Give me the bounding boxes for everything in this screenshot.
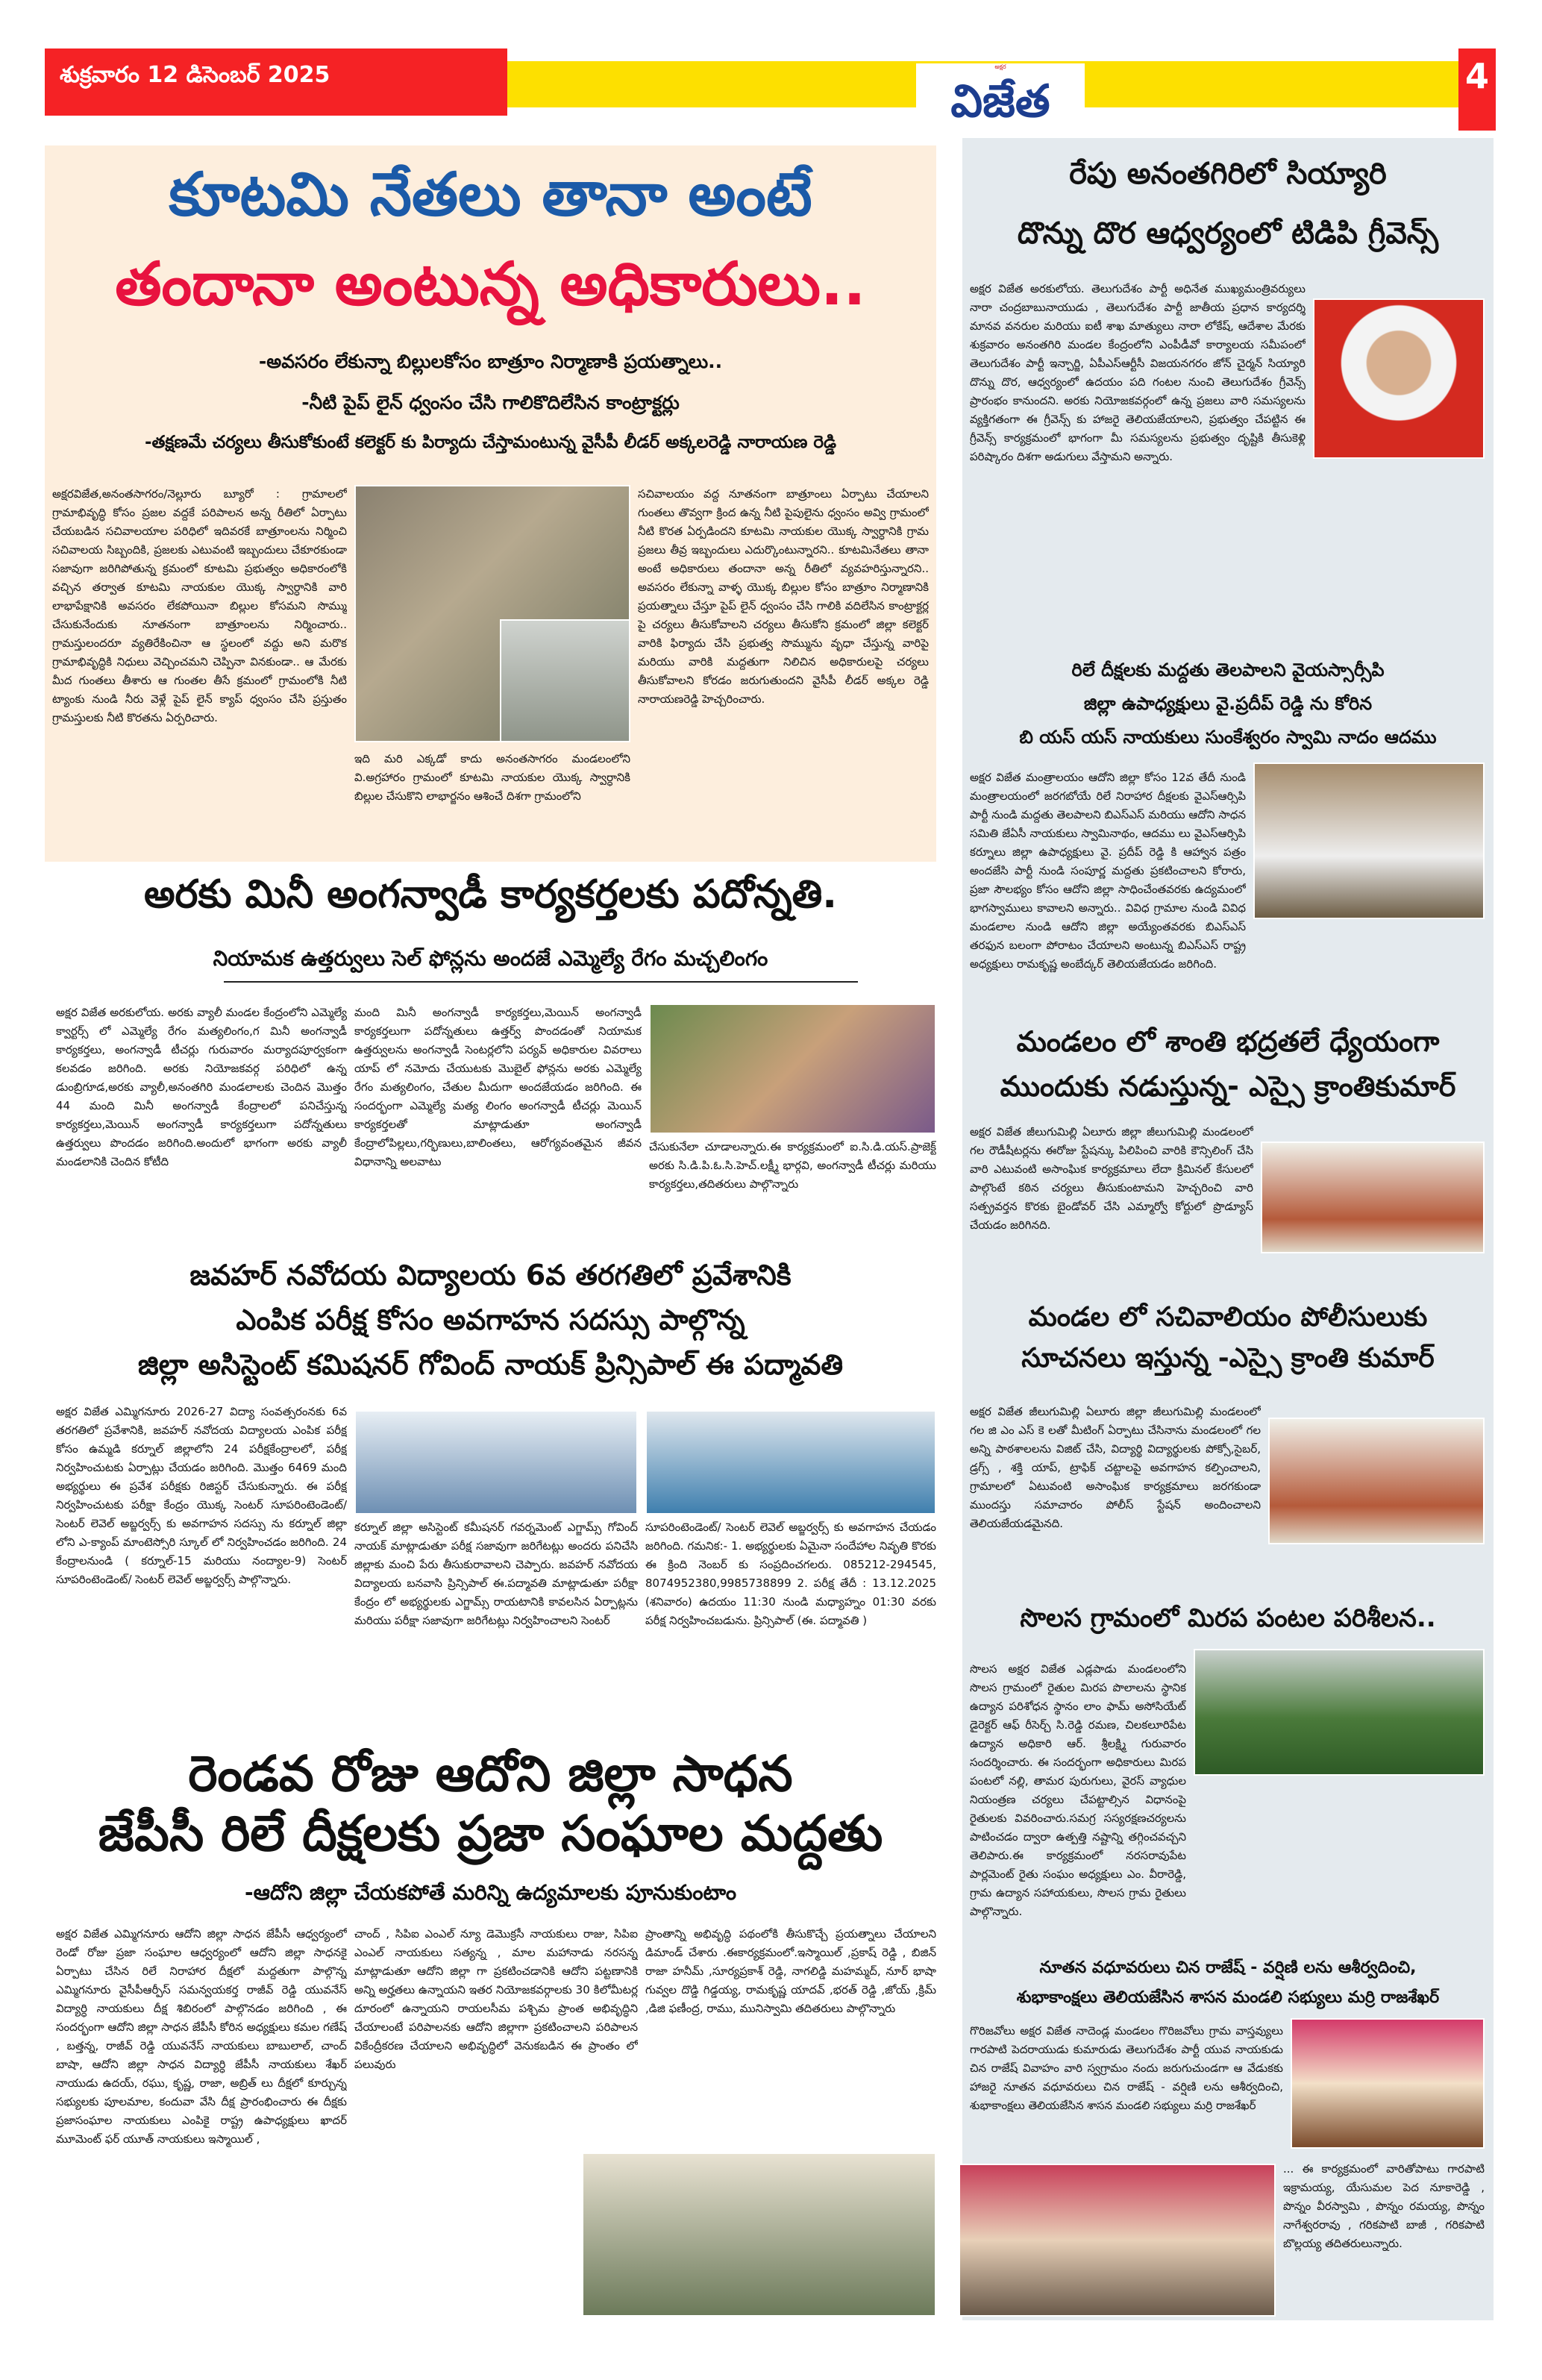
navodaya-body-col2: కర్నూల్ జిల్లా అసిస్టెంట్ కమీషనర్ గవర్నమెంట్ ఎగ్జామ్స్ గోవింద్ నాయక్ మాట్లాడుతూ పరీక్ష సజావుగా జరిగేటట్లు అందరు పనిచేసి జిల్లాకు మంచి పేరు తీసుకురావాలని చెప్పారు. జవహర్ నవోదయ విద్యాలయ బనవాసి ప్రిన్సిపాల్ ఈ.పద్మావతి మాట్లాడుతూ పరీక్షా కేంద్రం లో అభ్యర్థులకు ఎగ్జామ్స్ రాయటానికి కావలసిన ఏర్పాట్లను మరియు పరీక్షా సజావుగా జరిగేటట్లు నిర్వహించాలని సెంటర్ xyxy=(354,1521,638,1627)
adoni-body-col2: చాంద్ , సిపిఐ ఎంఎల్ న్యూ డెమొక్రసీ నాయకులు రాజు, సిపిఐ ఎంఎల్ నాయకులు సత్యన్న , మాల మహానాడు నరసన్న మాట్లాడుతూ ఆదోని జిల్లా గా ప్రకటించడానికి ఆదోని పట్టణానికి అన్ని అర్హతలు ఉన్నాయని ఇతర నియోజకవర్గాలకు 30 కిలోమీటర్ల దూరంలో ఉన్నాయని రాయలసీమ పశ్చిమ ప్రాంత అభివృద్ధిని చేయాలంటే పరిపాలనకు ఆదోని జిల్లాగా ప్రకటించాలని పరిపాలన వికేంద్రీకరణ చేయాలని అభివృద్ధిలో వెనుకబడిన ఈ ప్రాంతం లో పలువురు xyxy=(354,1927,638,2071)
adoni-photo-protest xyxy=(582,2152,936,2317)
wedding-body-2: ... ఈ కార్యక్రమంలో వారితోపాటు గారపాటి ఇక్రామయ్య, యేసుమల పెద నూకారెడ్డి , పొన్నం వీరస్వామి , పొన్నం రమయ్య, పొన్నం నాగేశ్వరరావు , గరికపాటి బాజీ , గరికపాటి బొల్లయ్య తదితరులున్నారు. xyxy=(1283,2162,1485,2250)
adoni-body-col1: అక్షర విజేత ఎమ్మిగనూరు ఆదోని జిల్లా సాధన జేపీసీ ఆధ్వర్యంలో రెండో రోజు ప్రజా సంఘాల ఆధ్వర్యంలో ఆదోని జిల్లా సాధనకై ఏర్పాటు చేసిన రిలే నిరాహార దీక్షలో మద్దతుగా పాల్గొన్న ఎమ్మిగనూరు వైసీపీఆర్పీస్ సమన్వయకర్త రాజీవ్ రెడ్డి యువనేస్ విద్యార్ధి నాయకులు దీక్ష శిబిరంలో పాల్గొనడం జరిగింది , ఈ సందర్భంగా ఆదోని జిల్లా సాధన జేపీసీ కోరిన అధ్యక్షులు కమల గణేష్ , బత్తన్న, రాజీవ్ రెడ్డి యువనేస్ నాయకులు బాబులాల్, చాంద్ బాషా, ఆదోని జిల్లా సాధన విద్యార్ధి జేపీసీ నాయకులు శేఖర్ నాయుడు ఉదయ్, రఘు, కృష్ణ, రాజా, అబ్రిత్ లు దీక్షలో కూర్చున్న సభ్యులకు పూలమాల, కందువా వేసి దీక్ష ప్రారంభించారు ఈ దీక్షకు ప్రజాసంఘాల నాయకులు ఎంపికై రాష్ట్ర ఉపాధ్యక్షులు ఖాదర్ మూమెంట్ ఫర్ యూత్ నాయకులు ఇస్మాయిల్ , xyxy=(56,1927,347,2146)
adoni-headline-1: రెండవ రోజు ఆదోని జిల్లా సాధన xyxy=(188,1745,793,1803)
ysrcp-body: అక్షర విజేత మంత్రాలయం ఆదోని జిల్లా కోసం 12వ తేదీ నుండి మంత్రాలయంలో జరగబోయే రిలే నిరాహార దీక్షలకు వైఎస్ఆర్సిపి పార్టీ నుండి మద్దతు తెలపాలని బిఎస్ఎస్ మరియు ఆదోని సాధన సమితి జేఏసీ నాయకులు స్వామినాథం, ఆదము లు వైఎస్ఆర్సిపి కర్నూలు జిల్లా ఉపాధ్యక్షులు వై. ప్రదీప్ రెడ్డి కి ఆహ్వాన పత్రం అందజేసి పార్టీ నుండి సంపూర్ణ మద్దతు ప్రకటించాలని కోరారు, ప్రజా సౌలభ్యం కోసం ఆదోని జిల్లా సాధించేంతవరకు ఉద్యమంలో భాగస్వాములు కావాలని అన్నారు.. వివిధ గ్రామాల నుండి వివిధ మండలాల నుండి ఆదోని జిల్లా అయ్యేంతవరకు బిఎస్ఎస్ తరఫున బలంగా పోరాటం చేయాలని అంటున్న బిఎస్ఎస్ రాష్ట్ర అధ్యక్షులు రామకృష్ణ అంబేద్కర్ తెలియజేయడం జరిగింది. xyxy=(970,771,1246,971)
adoni-body-col3: ప్రాంతాన్ని అభివృద్ధి పథంలోకి తీసుకొచ్చే ప్రయత్నాలు చేయాలని డిమాండ్ చేశారు .ఈకార్యక్రమంలో.ఇస్మాయిల్ ,ప్రకాష్ రెడ్డి , బిజిన్ రాజా హనీమ్ ,సూర్యప్రకాశ్ రెడ్డి, నాగలిడ్డి మహమ్మద్, నూర్ భాషా గువ్వల దొడ్డి గిడ్డయ్య, రామకృష్ణ యాదవ్ ,భరత్ రెడ్డి ,జోయ్ ,క్రిమ్ ,డిజి ఫణీంద్ర, రాము, మునిస్వామి తదితరులు పాల్గొన్నారు xyxy=(645,1927,936,2015)
lead-photo-caption: ఇది మరి ఎక్కడో కాదు అనంతసాగరం మండలంలోని వి.అగ్రహారం గ్రామంలో కూటమి నాయకుల యొక్క స్వార్ధానికి బిల్లుల చేసుకొని లాభార్జనం ఆశించే దిశగా గ్రామంలోని xyxy=(354,752,630,803)
sachivalayam-photo xyxy=(1268,1418,1485,1544)
wedding-headline-1: నూతన వధూవరులు చిన రాజేష్ - వర్షిణి లను ఆశీర్వదించి, xyxy=(1039,1958,1417,1977)
adoni-subhead: -ఆదోని జిల్లా చేయకపోతే మరిన్ని ఉద్యమాలకు పూనుకుంటాం xyxy=(244,1880,737,1905)
navodaya-body-col1: అక్షర విజేత ఎమ్మిగనూరు 2026-27 విద్యా సంవత్సరంనకు 6వ తరగతిలో ప్రవేశానికి, జవహర్ నవోదయ విద్యాలయ ఎంపిక పరీక్ష కోసం ఉమ్మడి కర్నూల్ జిల్లాలోని 24 పరీక్షకేంద్రాలలో, పరీక్ష నిర్వహించుటకు ఏర్పాట్లు చేయడం జరిగింది. మొత్తం 6469 మంది అభ్యర్థులు ఈ ప్రవేశ పరీక్షకు రిజిస్టర్ చేసుకున్నారు. ఈ పరీక్ష నిర్వహించుటకు పరీక్షా కేంద్రం యొక్క సెంటర్ సూపరింటెండెంట్/ సెంటర్ లెవెల్ అబ్జర్వర్స్ కు అవగాహన సదస్సు ను కర్నూల్ జిల్లా లోని ఎ-క్యాంప్ మాంటెస్సోరి స్కూల్ లో నిర్వహించడం జరిగింది. 24 కేంద్రాలనుండి ( కర్నూల్-15 మరియు నంద్యాల-9) సెంటర్ సూపరింటెండెంట్/ సెంటర్ లెవెల్ అబ్జర్వర్స్ పాల్గొన్నారు. xyxy=(56,1405,347,1586)
logo-text: విజేత xyxy=(950,75,1050,128)
date-banner xyxy=(45,48,507,116)
wedding-photo-2 xyxy=(959,2164,1276,2317)
sachivalayam-headline-2: సూచనలు ఇస్తున్న -ఎస్సై క్రాంతి కుమార్ xyxy=(1021,1343,1435,1374)
lead-subhead-1: -అవసరం లేకున్నా బిల్లులకోసం బాత్రూం నిర్మాణాకి ప్రయత్నాలు.. xyxy=(258,351,723,372)
sachivalayam-headline-1: మండల లో సచివాలియం పోలీసులుకు xyxy=(1028,1302,1428,1333)
anganwadi-photo xyxy=(649,1003,936,1134)
navodaya-headline-3: జిల్లా అసిస్టెంట్ కమిషనర్ గోవింద్ నాయక్ ప్రిన్సిపాల్ ఈ పద్మావతి xyxy=(137,1348,844,1381)
tdp-leader-photo xyxy=(1313,298,1485,459)
issue-date: శుక్రవారం 12 డిసెంబర్ 2025 xyxy=(60,62,330,88)
divider xyxy=(224,981,858,983)
tdp-headline-1: రేపు అనంతగిరిలో సియ్యారి xyxy=(1069,157,1387,191)
lead-subhead-3: -తక్షణమే చర్యలు తీసుకోకుంటే కలెక్టర్ కు పిర్యాదు చేస్తామంటున్న వైసీపీ లీడర్ అక్కలరెడ్డి నారాయణ రెడ్డి xyxy=(144,433,837,452)
lead-body-col1: అక్షరవిజేత,అనంతసాగరం/నెల్లూరు బ్యూరో : గ్రామాలలో గ్రామాభివృద్ధి కోసం ప్రజల వద్దకే పరిపాలన అన్న రీతిలో ఏర్పాటు చేయబడిన సచివాలయాల పరిధిలో ఇదివరకే బాత్రూంలను నిర్మించి సచివాలయ సిబ్బందికి, ప్రజలకు ఎటువంటి ఇబ్బందులు చేకూరకుండా సజావుగా జరిగిపోతున్న క్రమంలో కూటమి ప్రభుత్వం అధికారంలోకి వచ్చిన తర్వాత కూటమి నాయకుల యొక్క స్వార్ధానికి వారి లాభాపేక్షానికి అవసరం లేకపోయినా బిల్లుల కోసమని సొమ్ము చేసుకునేందుకు నూతనంగా బాత్రూంలను నిర్మించారు.. గ్రామస్తులందరూ వ్యతిరేకించినా ఆ స్థలంలో వద్దు అని మరొక గ్రామాభివృద్ధికి నిధులు వెచ్చించమని చెప్పినా వినకుండా.. ఆ మేరకు మీద గుంతలు తీశారు ఆ గుంతల తీసే క్రమంలో గ్రామంలోకి నీటి ట్యాంకు నుండి నీరు వెళ్లే పైప్ లైన్ క్యాప్ ధ్వంసం చేసి ప్రస్తుతం గ్రామస్తులకు నీటి కొరతను ఏర్పరిచారు. xyxy=(52,487,347,724)
ysrcp-headline-2: జిల్లా ఉపాధ్యక్షులు వై.ప్రదీప్ రెడ్డి ను కోరిన xyxy=(1083,693,1373,714)
lead-headline-1: కూటమి నేతలు తానా అంటే xyxy=(169,160,812,229)
lead-subhead-2: -నీటి పైప్ లైన్ ధ్వంసం చేసి గాలికొదిలేసిన కాంట్రాక్టర్లు xyxy=(301,392,680,413)
logo-tagline: అక్షర xyxy=(994,63,1006,70)
sachivalayam-body: అక్షర విజేత జీలుగుమిల్లి ఏలూరు జిల్లా జీలుగుమిల్లి మండలంలో గల జి ఎం ఎస్ కె లతో మీటింగ్ ఏర్పాటు చేసినాను మండలంలో గల అన్ని పాఠశాలలను విజిట్ చేసి, విద్యార్థి విద్యార్థులకు పోక్సో,సైబర్, డ్రగ్స్ , శక్తి యాప్, ట్రాఫిక్ చట్టాలపై అవగాహన కల్పించాలని, గ్రామాలలో ఏటువంటి అసాంఘిక కార్యక్రమాలు జరగకుండా ముందస్తు సమాచారం పోలీస్ స్టేషన్ అందించాలని తెలియజేయడమైనది. xyxy=(970,1405,1261,1530)
santhi-body: అక్షర విజేత జీలుగుమిల్లి ఏలూరు జిల్లా జీలుగుమిల్లి మండలంలో గల రౌడీషీటర్లను ఈరోజు స్టేషన్కు పిలిపించి వారికి కౌన్సిలింగ్ చేసి వారి ఎటువంటి అసాంఘిక కార్యక్రమాలు లేదా క్రిమినల్ కేసులలో పాల్గొంటే కఠిన చర్యలు తీసుకుంటామని హెచ్చరించి వారి సత్ప్రవర్తన కొరకు బైండోవర్ చేసి ఎమ్మార్వో కోర్టులో ప్రొడ్యూస్ చేయడం జరిగినది. xyxy=(970,1125,1253,1232)
lead-headline-2: తందానా అంటున్న అధికారులు.. xyxy=(115,249,866,319)
mirapa-photo xyxy=(1194,1649,1485,1776)
lead-body-col2: సచివాలయం వద్ద నూతనంగా బాత్రూంలు ఏర్పాటు చేయాలని గుంతలు తొవ్వగా క్రింద ఉన్న నీటి పైపులైను ధ్వంసం అవ్వి గ్రామంలో నీటి కొరత ఏర్పడిందని కూటమి నాయకుల యొక్క స్వార్ధానికి గ్రామ ప్రజలు తీవ్ర ఇబ్బందులు ఎదుర్కొంటున్నారని.. కూటమినేతలు తానా అంటే అధికారులు తందానా అన్న రీతిలో వ్యవహరిస్తున్నారని.. అవసరం లేకున్నా వాళ్ళ యొక్క బిల్లుల కోసం బాత్రూం నిర్మాణానికి ప్రయత్నాలు చేస్తూ పైప్ లైన్ ధ్వంసం చేసి గాలికి వదిలేసిన కాంట్రాక్టర్ల పై చర్యలు తీసుకోవాలని చర్యలు తీసుకోని క్రమంలో జిల్లా కలెక్టర్ వారికి ఫిర్యాదు చేసి ప్రభుత్వ సొమ్మును వృధా చేస్తున్న వారిపై మరియు వారికి మద్దతుగా నిలిచిన అధికారులపై చర్యలు తీసుకోవాలని కోరడం జరుగుతుందని వైసీపీ లీడర్ అక్కల రెడ్డి నారాయణరెడ్డి హెచ్చరించారు. xyxy=(638,487,929,706)
adoni-headline-2: జేపీసీ రిలే దీక్షలకు ప్రజా సంఘాల మద్దతు xyxy=(98,1805,883,1862)
wedding-photo-1 xyxy=(1291,2018,1485,2149)
santhi-photo xyxy=(1261,1142,1485,1253)
ysrcp-headline-1: రిలే దీక్షలకు మద్దతు తెలపాలని వైయస్సార్సీపి xyxy=(1071,660,1385,680)
ysrcp-photo xyxy=(1253,762,1485,919)
mirapa-body: సొలస అక్షర విజేత ఎడ్లపాడు మండలంలోని సొలస గ్రామంలో రైతుల మిరప పొలాలను స్థానిక ఉద్యాన పరిశోధన స్థానం లాం ఫామ్ అసోసియేట్ డైరెక్టర్ ఆఫ్ రీసెర్చ్ సి.రెడ్డి రమణ, చిలకలూరిపేట ఉద్యాన అధికారి ఆర్. శ్రీలక్ష్మి గురువారం సందర్శించారు. ఈ సందర్భంగా అధికారులు మిరప పంటలో నల్లి, తామర పురుగులు, వైరస్ వ్యాధుల నియంత్రణ చర్యలు చేపట్టాల్సిన విధానంపై రైతులకు వివరించారు.సమగ్ర సస్యరక్షణచర్యలను పాటించడం ద్వారా ఉత్పత్తి నష్టాన్ని తగ్గించవచ్చని తెలిపారు.ఈ కార్యక్రమంలో నరసరావుపేట పార్లమెంట్ రైతు సంఘం అధ్యక్షులు ఎం. వీరారెడ్డి, గ్రామ ఉద్యాన సహాయకులు, సొలస గ్రామ రైతులు పాల్గొన్నారు. xyxy=(970,1662,1186,1918)
navodaya-body-col3: సూపరింటెండెంట్/ సెంటర్ లెవెల్ అబ్జర్వర్స్ కు అవగాహన చేయడం జరిగింది. గమనిక:- 1. అభ్యర్థులకు ఏమైనా సందేహాల నివృతి కొరకు ఈ క్రింది నెంబర్ కు సంప్రదించగలరు. 085212-294545, 8074952380,9985738899 2. పరీక్ష తేదీ : 13.12.2025 (శనివారం) ఉదయం 11:30 నుండి మధ్యాహ్నం 01:30 వరకు పరీక్ష నిర్వహించబడును. ప్రిన్సిపాల్ (ఈ. పద్మావతి ) xyxy=(645,1521,936,1627)
anganwadi-body-col1: అక్షర విజేత అరకులోయ. అరకు వ్యాలీ మండల కేంద్రంలోని ఎమ్మెల్యే క్వార్టర్స్ లో ఎమ్మెల్యే రేగం మత్యలింగం,గ మినీ అంగన్వాడీ కార్యకర్తలు, అంగన్వాడీ టీచర్లు గురువారం మర్యాదపూర్వకంగా కలవడం జరిగింది. అరకు నియోజకవర్గ పరిధిలో ఉన్న డుంబ్రిగూడ,అరకు వ్యాలీ,అనంతగిరి మండలాలకు చెందిన మొత్తం 44 మంది మినీ అంగన్వాడీ కేంద్రాలలో పనిచేస్తున్న కార్యకర్తలు,మెయిన్ అంగన్వాడీ కార్యకర్తలుగా పదోన్నతులు ఉత్తర్వులు పొందడం జరిగింది.అందులో భాగంగా అరకు వ్యాలీ మండలానికి చెందిన కోటీది xyxy=(56,1006,347,1168)
masthead-logo xyxy=(916,63,1085,145)
navodaya-headline-1: జవహర్ నవోదయ విద్యాలయ 6వ తరగతిలో ప్రవేశానికి xyxy=(189,1259,792,1291)
navodaya-photo-meeting xyxy=(354,1410,638,1515)
navodaya-photo-orientation xyxy=(645,1410,936,1515)
anganwadi-subhead: నియామక ఉత్తర్వులు సెల్ ఫోన్లను అందజే ఎమ్మెల్యే రేగం మచ్చలింగం xyxy=(213,946,768,971)
tdp-headline-2: దొన్ను దొర ఆధ్వర్యంలో టిడిపి గ్రీవెన్స్ xyxy=(1017,216,1439,251)
ysrcp-headline-3: బి యస్ యస్ నాయకులు సుంకేశ్వరం స్వామి నాదం ఆదము xyxy=(1019,727,1437,748)
santhi-headline-2: ముందుకు నడుస్తున్న- ఎస్సై క్రాంతికుమార్ xyxy=(1000,1070,1456,1103)
tdp-body: అక్షర విజేత అరకులోయ. తెలుగుదేశం పార్టీ అధినేత ముఖ్యమంత్రివర్యులు నారా చంద్రబాబునాయుడు , తెలుగుదేశం పార్టీ జాతీయ ప్రధాన కార్యదర్శి మానవ వనరుల మరియు ఐటీ శాఖ మాత్యులు నారా లోకేష్, ఆదేశాల మేరకు శుక్రవారం అనంతగిరి మండల కేంద్రంలోని ఎంపీడీవో కార్యాలయ సమీపంలో తెలుగుదేశం పార్టీ ఇన్చార్జి, ఏపీఎస్ఆర్టీసీ విజయనగరం జోన్ చైర్మన్ సియ్యారి దొన్ను దొర, ఆధ్వర్యంలో ఉదయం పది గంటల నుంచి తెలుగుదేశం గ్రీవెన్స్ ప్రారంభం కానుందని. అరకు నియోజకవర్గంలో ఉన్న ప్రజలు వారి సమస్యలను వ్యక్తిగతంగా ఈ గ్రీవెన్స్ కు హాజరై తెలియజేయాలని, ప్రభుత్వం చేపట్టిన ఈ గ్రీవెన్స్ కార్యక్రమంలో భాగంగా మీ సమస్యలను ప్రభుత్వం దృష్టికి తీసుకెళ్లి పరిష్కారం దిశగా అడుగులు వేస్తామని అన్నారు. xyxy=(970,282,1306,463)
page-number: 4 xyxy=(1458,48,1496,131)
mirapa-headline: సొలస గ్రామంలో మిరప పంటల పరిశీలన.. xyxy=(1020,1603,1436,1633)
anganwadi-body-col2: మంది మినీ అంగన్వాడీ కార్యకర్తలు,మెయిన్ అంగన్వాడీ కార్యకర్తలుగా పదోన్నతులు ఉత్తర్వ్ పొందడంతో నియామక ఉత్తర్వులను అంగన్వాడీ సెంటర్లలోని పర్యవ్ అధికారుల వివరాలు యాప్ లో నమోదు చేయుటకు మొబైల్ ఫోన్లను అరకు ఎమ్మెల్యే రేగం మత్యలింగం, చేతుల మీదుగా అందజేయడం జరిగింది. ఈ సందర్భంగా ఎమ్మెల్యే మత్య లింగం అంగన్వాడీ టీచర్లు మెయిన్ కార్యకర్తలతో మాట్లాడుతూ అంగన్వాడీ కేంద్రాలోపిల్లలు,గర్భిణులు,బాలింతలు, ఆరోగ్యవంతమైన జీవన విధానాన్ని అలవాటు xyxy=(354,1006,642,1168)
wedding-body: గొరిజవోలు అక్షర విజేత నాదెండ్ల మండలం గొరిజవోలు గ్రామ వాస్తవ్యులు గారపాటి పెదరాయుడు కుమారుడు తెలుగుదేశం పార్టీ యువ నాయకుడు చిన రాజేష్ వివాహం వారి స్వగ్రామం నందు జరుగుచుండగా ఆ వేడుకకు హాజరై నూతన వధూవరులు చిన రాజేష్ - వర్షిణి లను ఆశీర్వదించి, శుభాకాంక్షలు తెలియజేసిన శాసన మండలి సభ్యులు మర్రి రాజశేఖర్ xyxy=(970,2024,1283,2112)
lead-photo-bathroom xyxy=(500,619,630,742)
anganwadi-headline: అరకు మినీ అంగన్వాడీ కార్యకర్తలకు పదోన్నతి. xyxy=(143,872,838,917)
santhi-headline-1: మండలం లో శాంతి భద్రతలే ధ్యేయంగా xyxy=(1016,1025,1440,1058)
anganwadi-body-col3: చేసుకునేలా చూడాలన్నారు.ఈ కార్యక్రమంలో ఐ.సి.డి.యస్.ప్రాజెక్ట్ అరకు సి.డి.పి.ఓ.సి.హెచ్.లక్ష్మీ భార్గవి, అంగన్వాడీ టీచర్లు మరియు కార్యకర్తలు,తదితరులు పాల్గొన్నారు xyxy=(649,1140,936,1191)
wedding-headline-2: శుభాకాంక్షలు తెలియజేసిన శాసన మండలి సభ్యులు మర్రి రాజశేఖర్ xyxy=(1016,1988,1440,2007)
navodaya-headline-2: ఎంపిక పరీక్ష కోసం అవగాహన సదస్సు పాల్గొన్న xyxy=(236,1303,745,1336)
